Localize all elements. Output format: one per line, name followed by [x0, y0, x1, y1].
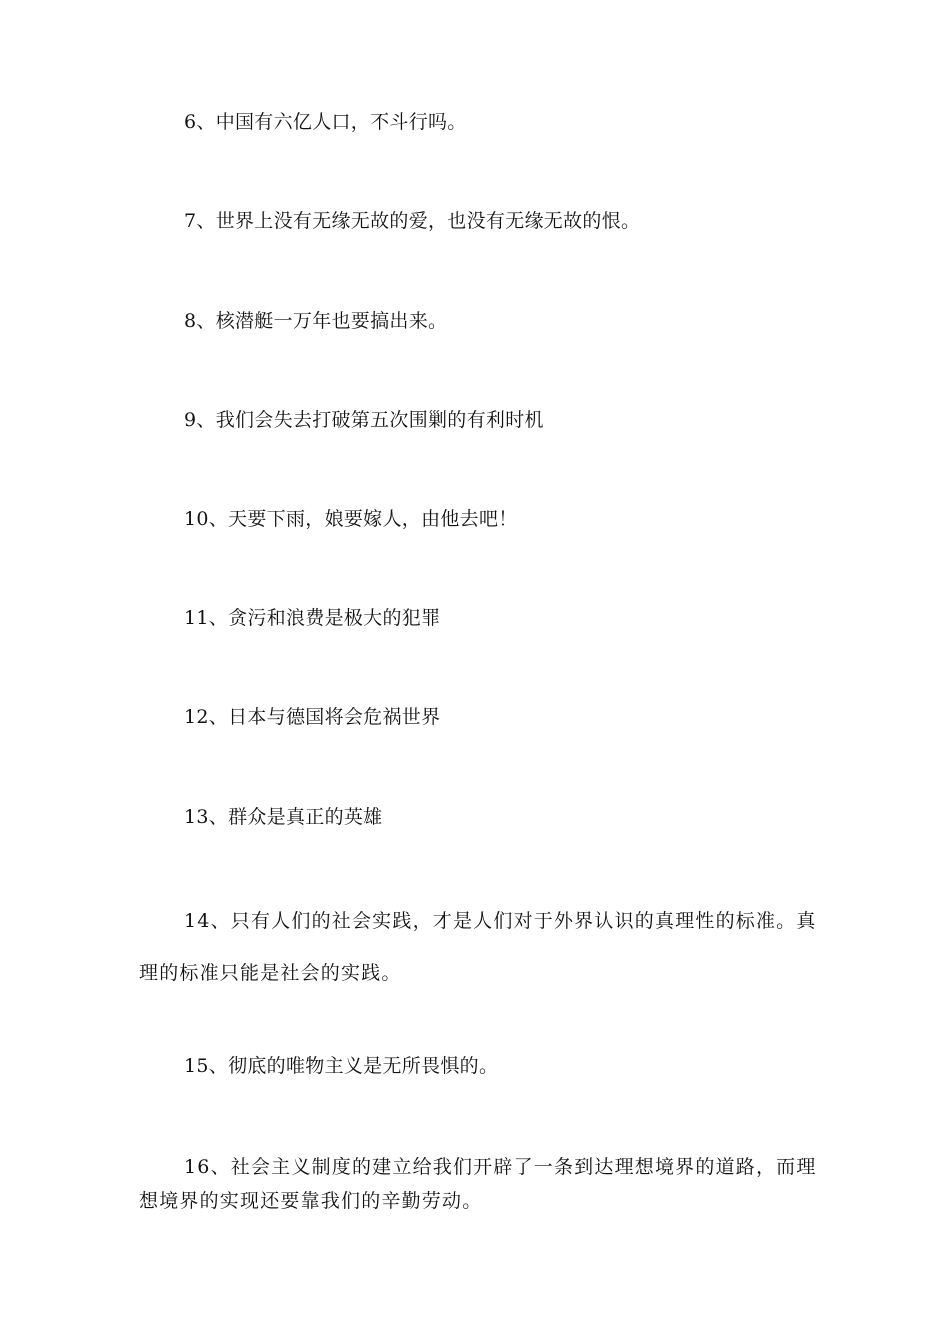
paragraph-7: 7、世界上没有无缘无故的爱，也没有无缘无故的恨。 — [184, 210, 641, 232]
paragraph-10: 10、天要下雨，娘要嫁人，由他去吧！ — [184, 508, 518, 530]
paragraph-9: 9、我们会失去打破第五次围剿的有利时机 — [184, 409, 544, 431]
paragraph-8: 8、核潜艇一万年也要搞出来。 — [184, 310, 448, 332]
paragraph-12: 12、日本与德国将会危祸世界 — [184, 706, 441, 728]
paragraph-11: 11、贪污和浪费是极大的犯罪 — [184, 607, 441, 629]
paragraph-16: 16、社会主义制度的建立给我们开辟了一条到达理想境界的道路，而理想境界的实现还要靠我们的辛勤劳动。 — [139, 1156, 817, 1212]
paragraph-13: 13、群众是真正的英雄 — [184, 806, 383, 828]
paragraph-14: 14、只有人们的社会实践，才是人们对于外界认识的真理性的标准。真理的标准只能是社会的实践。 — [139, 910, 817, 984]
paragraph-6: 6、中国有六亿人口，不斗行吗。 — [184, 111, 467, 133]
paragraph-15: 15、彻底的唯物主义是无所畏惧的。 — [184, 1055, 499, 1077]
